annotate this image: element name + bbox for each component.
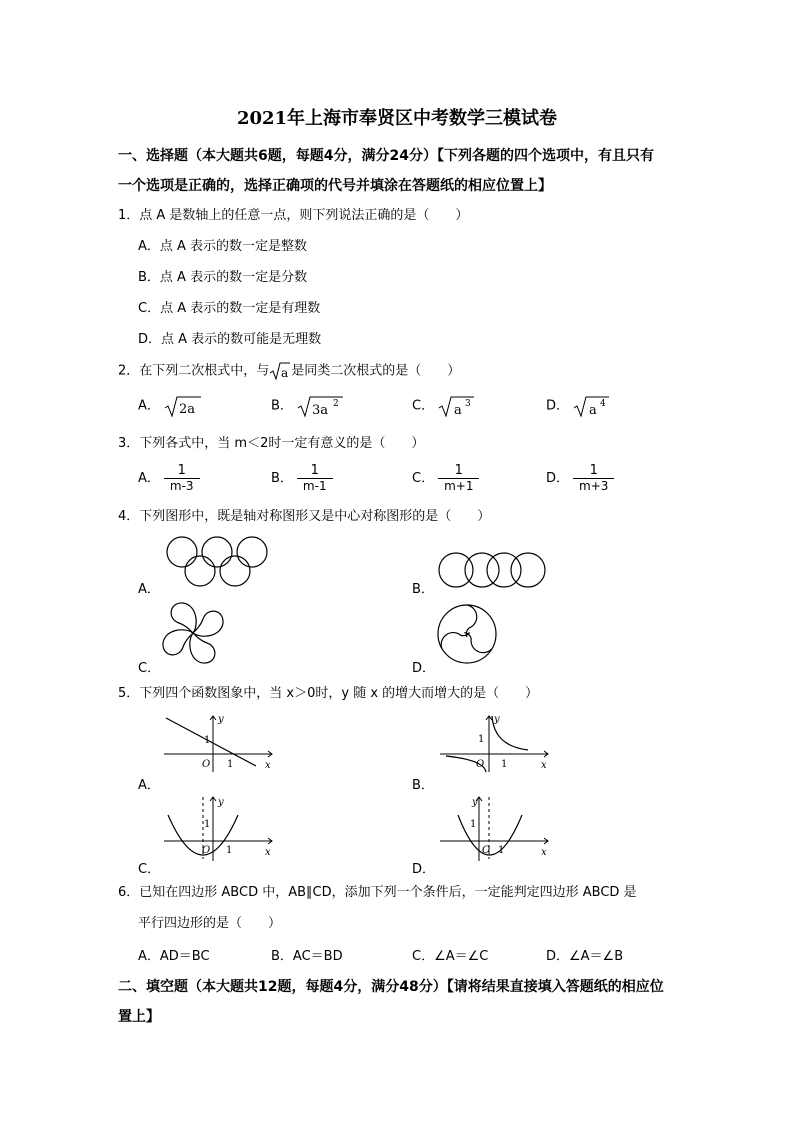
q3-option-d-denominator: m+3 <box>573 478 614 494</box>
q5-d-y-label: y <box>472 797 478 808</box>
q3-option-a-numerator: 1 <box>177 463 186 478</box>
q3-option-c-denominator: m+1 <box>438 478 479 494</box>
q5-c-y-one: 1 <box>204 819 211 830</box>
q2-stem-post: 是同类二次根式的是（ ） <box>291 363 461 379</box>
q5-label-d: D． <box>412 862 436 877</box>
q2-option-d-letter: D． <box>546 398 570 414</box>
q5-stem: 5．下列四个函数图象中，当 x＞0时，y 随 x 的增大而增大的是（ ） <box>118 686 539 701</box>
q4-label-d: D． <box>412 661 436 676</box>
q3-option-a-denominator: m-3 <box>164 478 200 494</box>
q3-option-b-fraction <box>297 463 333 494</box>
q4-figure-b-four-circles <box>436 550 548 590</box>
q2-option-a-radicand: 2a <box>179 402 196 417</box>
q2-option-b <box>271 394 345 418</box>
q2-option-b-letter: B． <box>271 398 293 414</box>
q5-d-x-one: 1 <box>498 845 505 856</box>
q2-option-b-radicand: 3a <box>312 403 329 418</box>
section2-heading-line1: 二、填空题（本大题共12题，每题4分，满分48分）【请将结果直接填入答题纸的相应位 <box>118 979 664 995</box>
q5-a-y-one: 1 <box>204 735 211 746</box>
q3-option-a-letter: A． <box>138 471 160 486</box>
q1-option-c: C．点 A 表示的数一定是有理数 <box>138 301 321 316</box>
q3-option-b-letter: B． <box>271 471 293 486</box>
q2-option-a <box>138 394 204 418</box>
q2-stem <box>118 361 460 382</box>
q2-option-a-letter: A． <box>138 398 160 414</box>
q6-option-d: D．∠A＝∠B <box>546 949 624 964</box>
q5-b-x-one: 1 <box>501 759 508 770</box>
q3-option-c-numerator: 1 <box>454 463 463 478</box>
q5-graph-d-parabola <box>436 793 554 863</box>
q3-option-c <box>412 463 479 494</box>
q5-d-origin: O <box>482 845 491 856</box>
q5-c-origin: O <box>202 845 211 856</box>
q2-option-c-exponent: 3 <box>465 399 471 409</box>
q2-option-b-radical <box>297 394 345 418</box>
q2-option-d-exponent: 4 <box>600 399 606 409</box>
q5-a-y-label: y <box>218 714 224 725</box>
q4-label-a: A． <box>138 582 160 597</box>
q6-option-a: A．AD＝BC <box>138 949 210 964</box>
q5-label-c: C． <box>138 862 161 877</box>
q4-label-c: C． <box>138 661 161 676</box>
q3-option-d-letter: D． <box>546 471 570 486</box>
q5-d-x-label: x <box>541 847 547 858</box>
q6-option-b: B．AC＝BD <box>271 949 343 964</box>
q5-label-a: A． <box>138 778 160 793</box>
q5-b-y-one: 1 <box>478 734 485 745</box>
q1-stem: 1．点 A 是数轴上的任意一点，则下列说法正确的是（ ） <box>118 208 469 223</box>
q5-c-y-label: y <box>218 797 224 808</box>
q3-option-b-numerator: 1 <box>310 463 319 478</box>
q4-figure-a-olympic-rings <box>160 535 280 591</box>
q2-option-c-radical <box>438 394 476 418</box>
q1-option-d: D．点 A 表示的数可能是无理数 <box>138 332 322 347</box>
section2-heading-line2: 置上】 <box>118 1009 160 1025</box>
q3-option-a-fraction <box>164 463 200 494</box>
q5-c-x-one: 1 <box>226 845 233 856</box>
q2-stem-radical <box>269 361 291 381</box>
q6-stem-line1: 6．已知在四边形 ABCD 中，AB∥CD，添加下列一个条件后，一定能判定四边形 ABCD 是 <box>118 885 637 900</box>
section1-heading-line1: 一、选择题（本大题共6题，每题4分，满分24分）【下列各题的四个选项中，有且只有 <box>118 148 654 164</box>
page-title: 2021年上海市奉贤区中考数学三模试卷 <box>236 108 558 129</box>
q5-b-origin: O <box>476 759 485 770</box>
q5-graph-b-hyperbola <box>436 712 554 774</box>
q2-option-a-radical <box>164 394 204 418</box>
q3-option-d-fraction <box>573 463 614 494</box>
q2-stem-radicand: a <box>281 366 289 380</box>
q5-b-x-label: x <box>541 760 547 771</box>
q5-c-x-label: x <box>265 847 271 858</box>
q2-option-c <box>412 394 476 418</box>
q3-option-b-denominator: m-1 <box>297 478 333 494</box>
q3-option-a <box>138 463 200 494</box>
q3-option-d-numerator: 1 <box>589 463 598 478</box>
q3-option-d <box>546 463 614 494</box>
q5-d-y-one: 1 <box>470 819 477 830</box>
q5-b-y-label: y <box>494 714 500 725</box>
q4-figure-d-circle-swirl <box>436 603 498 665</box>
q5-label-b: B． <box>412 778 434 793</box>
q1-option-a: A．点 A 表示的数一定是整数 <box>138 239 308 254</box>
q2-option-d-radical <box>573 394 611 418</box>
q5-a-x-one: 1 <box>227 759 234 770</box>
q2-stem-pre: 2．在下列二次根式中，与 <box>118 363 270 379</box>
q4-stem: 4．下列图形中，既是轴对称图形又是中心对称图形的是（ ） <box>118 509 491 524</box>
q4-label-b: B． <box>412 582 434 597</box>
q5-graph-a-decreasing-line <box>160 712 278 774</box>
q2-option-b-exponent: 2 <box>333 399 339 409</box>
q5-a-origin: O <box>202 759 211 770</box>
q5-graph-c-parabola <box>160 793 278 863</box>
q6-option-c: C．∠A＝∠C <box>412 949 489 964</box>
q3-option-b <box>271 463 333 494</box>
q3-stem: 3．下列各式中，当 m＜2时一定有意义的是（ ） <box>118 436 425 451</box>
q3-option-c-letter: C． <box>412 471 435 486</box>
section1-heading-line2: 一个选项是正确的，选择正确项的代号并填涂在答题纸的相应位置上】 <box>118 178 552 194</box>
q2-option-d-radicand: a <box>589 403 597 418</box>
q1-option-b: B．点 A 表示的数一定是分数 <box>138 270 308 285</box>
q6-stem-line2: 平行四边形的是（ ） <box>138 916 282 931</box>
q3-option-c-fraction <box>438 463 479 494</box>
q2-option-c-radicand: a <box>454 403 462 418</box>
q5-a-x-label: x <box>265 760 271 771</box>
q2-option-d <box>546 394 611 418</box>
q2-option-c-letter: C． <box>412 398 435 414</box>
q4-figure-c-pinwheel <box>158 598 228 668</box>
